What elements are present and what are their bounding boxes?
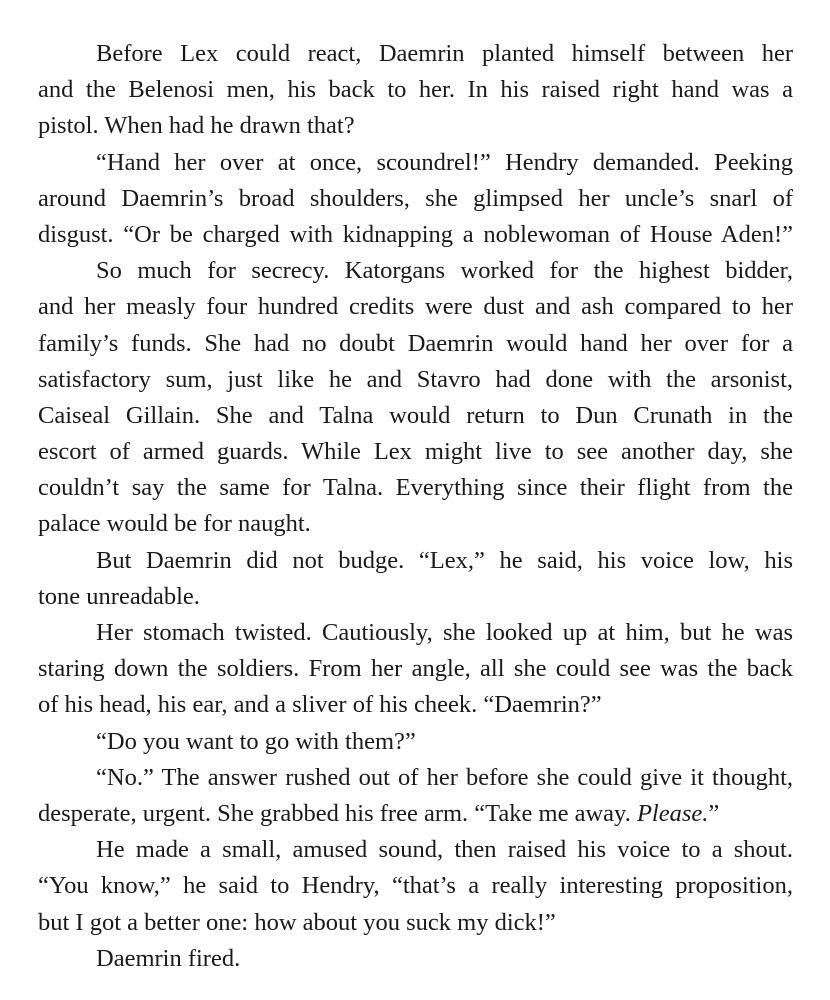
paragraph [38,941,793,977]
paragraph [38,724,793,760]
paragraph [38,253,793,543]
text-line: pistol. When had he drawn that? [38,112,355,140]
text-line [38,796,793,832]
text-line: Daemrin fired. [96,944,241,972]
text-line: So much for secrecy. Katorgans worked for the highest bidder, [96,257,793,285]
closing-quote: ” [708,799,720,827]
text-line: But Daemrin did not budge. “Lex,” he said, his voice low, his [96,546,793,574]
paragraph [38,36,793,145]
text-line: of his head, his ear, and a sliver of his cheek. “Daemrin?” [38,691,602,719]
text-line: “No.” The answer rushed out of her before she could give it thought, [96,763,793,791]
text-line: satisfactory sum, just like he and Stavro had done with the arsonist, [38,365,793,393]
text-line: and the Belenosi men, his back to her. In his raised right hand was a [38,76,793,104]
text-line: Caiseal Gillain. She and Talna would return to Dun Crunath in the [38,401,793,429]
text-line: “You know,” he said to Hendry, “that’s a really interesting proposition, [38,872,793,900]
text-line: disgust. “Or be charged with kidnapping a noblewoman of House Aden!” [38,220,793,248]
emphasized-text: Please. [636,799,709,827]
text-line: and her measly four hundred credits were dust and ash compared to her [38,293,793,321]
text-line: palace would be for naught. [38,510,311,538]
book-page [38,36,793,977]
text-line: around Daemrin’s broad shoulders, she glimpsed her uncle’s snarl of [38,184,793,212]
text-line: He made a small, amused sound, then raised his voice to a shout. [96,836,793,864]
text-line: couldn’t say the same for Talna. Everything since their flight from the [38,474,793,502]
text-line: “Do you want to go with them?” [96,727,416,755]
text-line: staring down the soldiers. From her angle, all she could see was the back [38,655,793,683]
text-line: escort of armed guards. While Lex might live to see another day, she [38,438,793,466]
paragraph [38,615,793,724]
paragraph [38,543,793,615]
text-segment: desperate, urgent. She grabbed his free arm. “Take me away. [38,799,637,827]
text-line: but I got a better one: how about you suck my dick!” [38,908,556,936]
text-line: family’s funds. She had no doubt Daemrin would hand her over for a [38,329,793,357]
paragraph [38,145,793,254]
paragraph [38,760,793,832]
text-line: Before Lex could react, Daemrin planted himself between her [96,40,793,67]
text-line: tone unreadable. [38,582,200,610]
paragraph [38,832,793,941]
text-line: “Hand her over at once, scoundrel!” Hendry demanded. Peeking [96,148,793,176]
text-line: Her stomach twisted. Cautiously, she looked up at him, but he was [96,619,793,646]
